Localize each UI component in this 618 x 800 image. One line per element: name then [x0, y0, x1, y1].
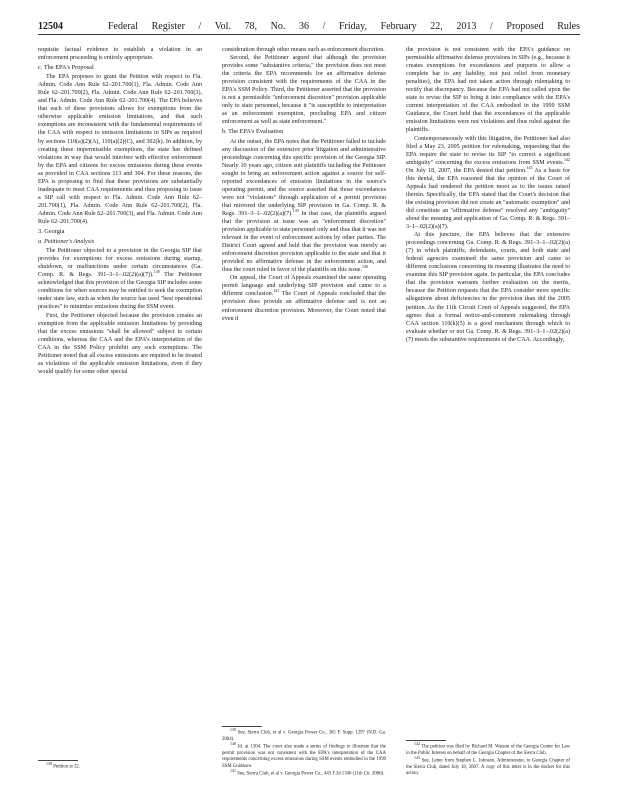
paragraph: requisite factual evidence to establish a violation in an enforcement proceeding is entirely appropriate.	[38, 47, 202, 62]
footnote-text: Petition at 32.	[53, 764, 80, 770]
column-1	[38, 46, 202, 376]
paragraph: consideration through other means such as enforcement discretion.	[222, 47, 385, 53]
paragraph-text: At the outset, the EPA notes that the Petitioner failed to include any discussion of the extensive prior litigation and administrative proceedings concerning this specific provision of the Georgia SIP. Nearly 10 years ago, citizen suit plaintiffs including the Petitioner sought to bring an enforcement action against a source for self-reported exceedances of emission limitations in the source's operating permit, and the source asserted that those exceedances were not "violations" through application of a permit provision that mirrored the underlying SIP provision in Ga. Comp. R. & Regs. 391–3–1–.02(2)(a)(7).	[222, 138, 386, 217]
page-number: 12504	[38, 21, 63, 32]
footnote: $^{139}$ See, Sierra Club, et al v. Georgia Power Co., 365 F. Supp. 1297 (N.D. Ga. 2004).	[222, 727, 386, 742]
running-head: Federal Register / Vol. 78, No. 36 / Friday, February 22, 2013 / Proposed Rules	[108, 21, 580, 32]
footnote-ref: 143	[526, 164, 533, 170]
paragraph-text: The Petitioner objected to a provision in the Georgia SIP that provides for exemptions for excess emissions during startup, shutdown, or malfunctions under certain circumstances (Ga. Comp. R. & Regs. 391–3–1–.02(2)(a)(7)).	[38, 248, 202, 279]
footnote-text: See, Sierra Club, et al v. Georgia Power Co., 443 F.3d 1346 (11th Cir. 2006).	[237, 771, 385, 777]
paragraph-text: On appeal, the Court of Appeals examined the same operating permit language and underlying SIP provision and came to a different conclusion.	[222, 275, 386, 298]
footnote-ref: 138	[153, 269, 160, 275]
footnote: $^{143}$ See, Letter from Stephen L. Johnson, Administrator, to Georgia Chapter of the Sierra Club, dated July 18, 2007. A copy of this letter is in the docket for this action.	[406, 755, 570, 777]
paragraph-text: The Court of Appeals concluded that the provision does provide an affirmative defense and is not an enforcement discretion provision. Moreover, the Court noted that even if	[222, 291, 386, 322]
paragraph: Second, the Petitioner argued that although the provision provides some "substantive criteria," the provision does not meet the criteria the EPA recommends for an affirmative defense provision consistent with the requirements of the CAA in the EPA's SSM Policy. Third, the Petitioner asserted that the provision is not a permissible "enforcement discretion" provision applicable only to state personnel, because it "is susceptible to interpretation as an enforcement exemption, precluding EPA and citizen enforcement as well as state enforcement."	[222, 55, 386, 126]
paragraph	[222, 274, 386, 322]
running-header	[38, 20, 580, 35]
footnote-rule	[222, 726, 262, 727]
footnote-text: See, Sierra Club, et al v. Georgia Power Co., 365 F. Supp. 1297 (N.D. Ga. 2004).	[222, 730, 386, 742]
section-heading: b. The EPA's Evaluation	[222, 128, 284, 136]
footnote: $^{142}$ The petition was filed by Richard M. Watson of the Georgia Center for Law in the Public Interest on behalf of the Georgia Chapter of the Sierra Club.	[406, 741, 570, 756]
footnote: $^{141}$ See, Sierra Club, et al v. Georgia Power Co., 443 F.3d 1346 (11th Cir. 2006).	[230, 767, 385, 777]
footnote: $^{138}$ Petition at 32.	[46, 761, 80, 770]
paragraph	[38, 247, 202, 311]
paragraph-text: In that case, the plaintiffs argued that the provision at issue was an "enforcement discretion" provision applicable to state personnel only and thus that it was not relevant in the event of enforcement actions by other parties. The District Court agreed and held that the provision was merely an enforcement discretion provision applicable to the state and that it provided no affirmative defense in the enforcement action, and thus the court ruled in favor of the plaintiffs on this issue.	[222, 210, 386, 274]
paragraph: At this juncture, the EPA believes that the extensive proceedings concerning Ga. Comp. R. & Regs. 391–3–1–.02(2)(a)(7) in which plaintiffs, defendants, courts, and both state and federal agencies examined the same provision and came to different conclusions concerning its meaning illustrates the need to examine this SIP provision again. In particular, the EPA concludes that the provision warrants further evaluation on the merits, because the Petition requests that the EPA consider more specific allegations about deficiencies in the provision than did the 2005 petition. As the 11th Circuit Court of Appeals suggested, the EPA agrees that a formal notice-and-comment rulemaking through CAA section 110(k)(5) is a good mechanism through which to evaluate whether or not Ga. Comp. R. & Regs. 391–3–1–.02(2)(a)(7) meets the substantive requirements of the CAA. Accordingly,	[406, 232, 570, 343]
section-heading: 3. Georgia	[38, 228, 65, 236]
footnote-ref: 141	[273, 288, 280, 294]
footnote-text: The petition was filed by Richard M. Watson of the Georgia Center for Law in the Public Interest on behalf of the Georgia Chapter of the Sierra Club.	[406, 744, 570, 756]
paragraph: The EPA proposes to grant the Petition with respect to Fla. Admin. Code Ann Rule 62–201.700(1), Fla. Admin. Code Ann Rule 62–201.700(2), Fla. Admin. Code Ann Rule 62–201.700(3), and Fla. Admin. Code Ann Rule 62–201.700(4). The EPA believes that each of these provisions allows for exemptions from the otherwise applicable emission limitations, and that such exemptions are inconsistent with the fundamental requirements of the CAA with respect to emission limitations in SIPs as required by sections 110(a)(2)(A), 110(a)(2)(C), and 302(k). In addition, by creating these impermissible exemptions, the state has defined violations in way that would interfere with effective enforcement by the EPA and citizens for excess emissions during these events as provided in CAA sections 113 and 304. For these reasons, the EPA is proposing to find that these provisions are substantially inadequate to meet CAA requirements and thus proposing to issue a SIP call with respect to Fla. Admin. Code Ann Rule 62–201.700(1), Fla. Admin. Code Ann Rule 62–201.700(2), Fla. Admin. Code Ann Rule 62–201.700(3), and Fla. Admin. Code Ann Rule 62–201.700(4).	[38, 74, 202, 225]
footnotes-col-2	[222, 727, 387, 779]
paragraph-text: Contemporaneously with this litigation, the Petitioner had also filed a May 23, 2005 petition for rulemaking, requesting that the EPA require the state to revise its SIP "to correct a significant ambiguity" concerning the excess emissions from SSM events.	[406, 135, 570, 166]
column-3	[406, 46, 570, 344]
column-2	[222, 46, 386, 323]
footnote-ref: 139	[292, 207, 299, 213]
paragraph: First, the Petitioner objected because the provision creates an exemption from the applicable emission limitations by providing that the excess emissions "shall be allowed" subject to certain conditions, whereas the CAA and the EPA's interpretation of the CAA in the SSM Policy prohibit any such exemptions. The Petitioner noted that all excess emissions are required to be treated as violations of the applicable emission limitations, even if they would qualify for some other special	[38, 312, 202, 375]
paragraph-text: The Petitioner acknowledged that this provision of the Georgia SIP includes some conditions for when sources may be entitled to seek the exemption under state law, such as when the source has used "best operational practices" to minimize emissions during the SSM event.	[38, 272, 203, 311]
footnote-ref: 142	[564, 156, 570, 162]
footnote-rule	[38, 760, 78, 761]
paragraph-text: On July 18, 2007, the EPA denied that petition.	[406, 167, 527, 174]
section-heading: c. The EPA's Proposal	[38, 64, 94, 72]
subsection-heading: a. Petitioner's Analysis	[38, 239, 95, 246]
footnote-text: See, Letter from Stephen L. Johnson, Administrator, to Georgia Chapter of the Sierra Club, dated July 18, 2007. A copy of this letter is in the docket for this action.	[406, 758, 570, 777]
footnote-ref: 140	[362, 264, 369, 270]
paragraph	[406, 135, 570, 232]
footnote: $^{140}$ Id. at 1304. The court also made a series of findings to illustrate that the permit provision was not consistent with the EPA's interpretation of the CAA requirements concerning excess emissions during SSM events embodied in the 1999 SSM Guidance.	[222, 741, 387, 769]
paragraph	[222, 138, 386, 275]
footnotes-col-1	[38, 761, 202, 772]
paragraph: the provision is not consistent with the EPA's guidance on permissible affirmative defense provisions in SIPs (e.g., because it creates exemptions for exceedances and purports to allow a complete bar to any liability, not just relief from monetary penalties), the EPA had not taken action through rulemaking to rectify that discrepancy. Because the EPA had not called upon the state to revise the SIP to bring it into compliance with the EPA's current interpretation of the CAA embodied in the 1999 SSM Guidance, the Court held that the exceedances of the applicable emission limitations were not violations and thus ruled against the plaintiffs.	[406, 47, 570, 134]
paragraph-text: As a basis for this denial, the EPA reasoned that the opinion of the Court of Appeals had rendered the petition moot as to the issues raised therein. Specifically, the EPA stated that the Court's decision that the existing provision did not create an "automatic exemption" and did constitute an "affirmative defense" resolved any "ambiguity" about the meaning and application of Ga. Comp. R. & Regs. 391–3–1–.02(2)(a)(7).	[406, 167, 570, 231]
footnote-text: Id. at 1304. The court also made a series of findings to illustrate that the permit provision was not consistent with the EPA's interpretation of the CAA requirements concerning excess emissions during SSM events embodied in the 1999 SSM Guidance.	[222, 744, 387, 769]
footnote-rule	[406, 740, 446, 741]
footnotes-col-3	[406, 741, 570, 779]
